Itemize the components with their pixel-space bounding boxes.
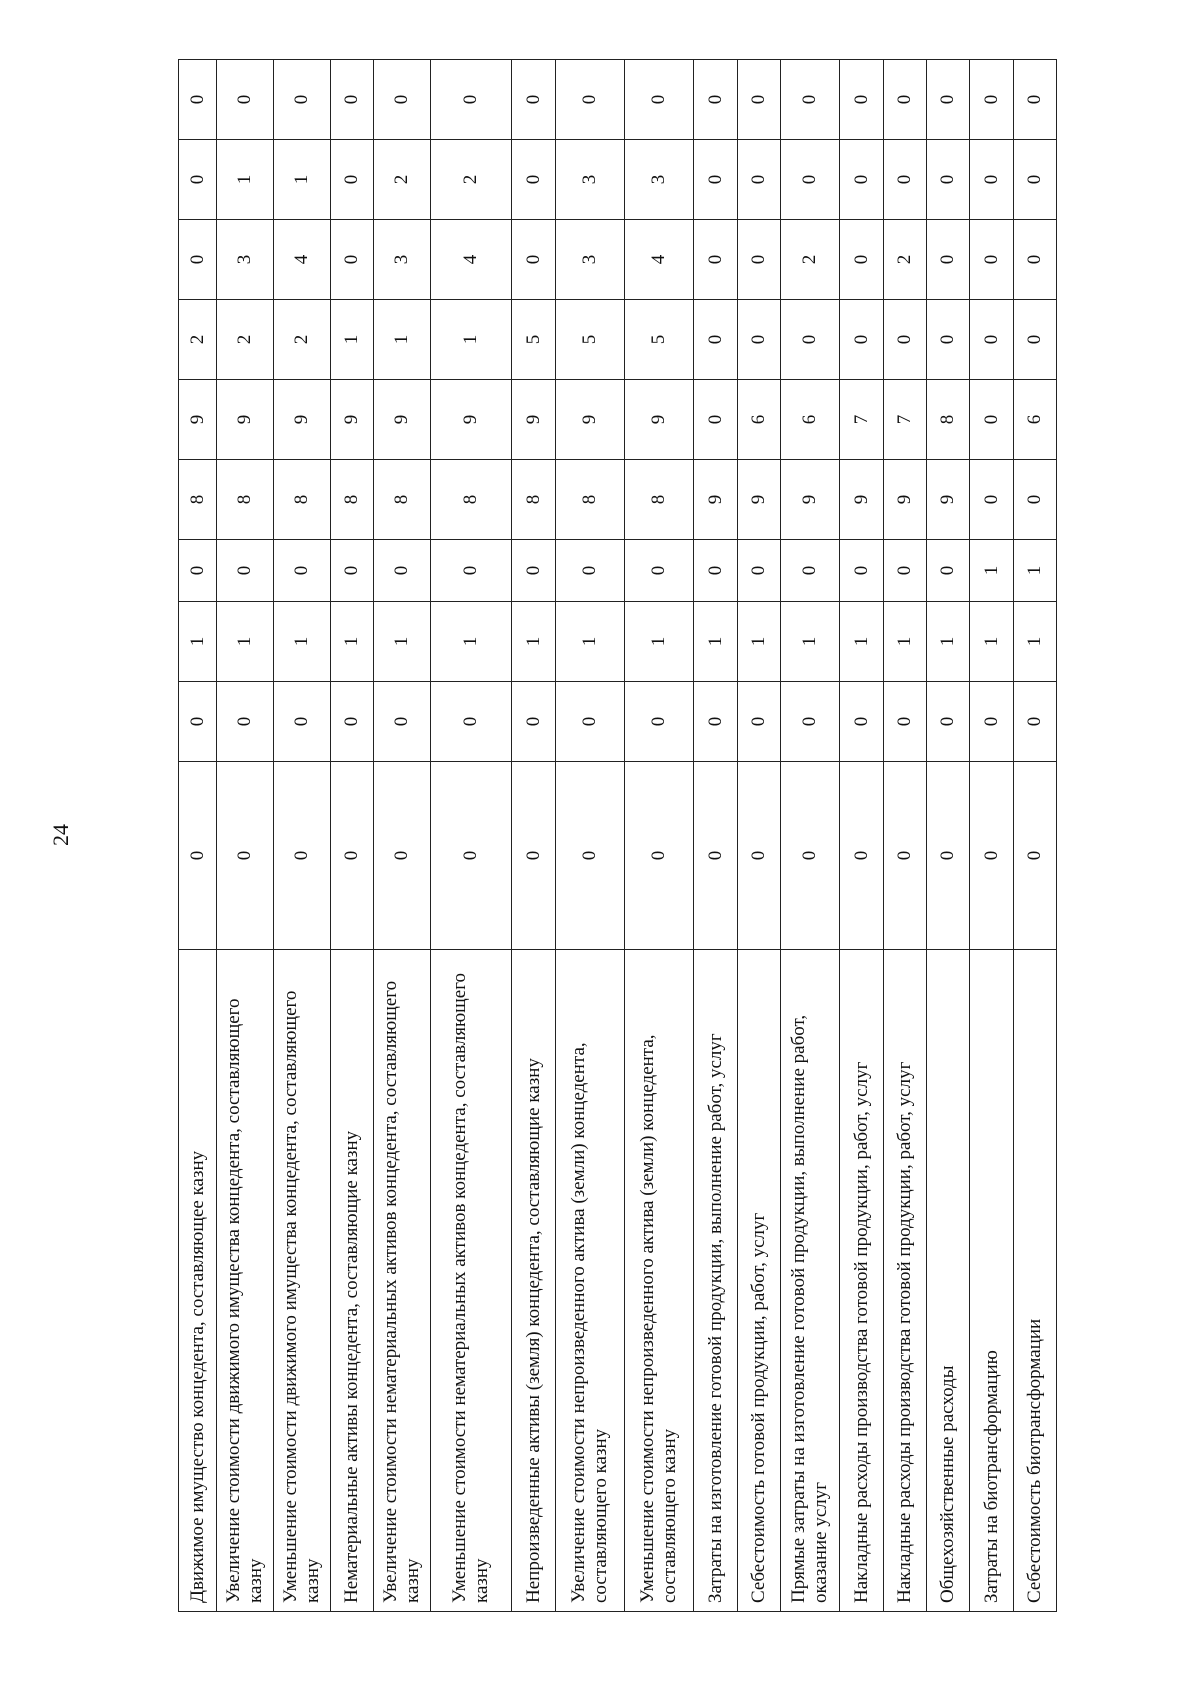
code-digit-cell: 0 <box>694 300 738 380</box>
code-digit-cell: 0 <box>625 682 694 762</box>
code-digit-cell: 9 <box>884 460 927 540</box>
code-digit-cell: 4 <box>431 220 512 300</box>
code-digit-cell: 1 <box>927 602 970 682</box>
table-row <box>694 60 738 1612</box>
code-digit-cell: 0 <box>840 300 884 380</box>
code-digit-cell: 3 <box>556 220 625 300</box>
code-digit-cell: 0 <box>331 540 374 602</box>
code-digit-cell: 3 <box>625 140 694 220</box>
code-digit-cell: 2 <box>884 220 927 300</box>
code-digit-cell: 2 <box>431 140 512 220</box>
code-digit-cell: 0 <box>179 540 217 602</box>
code-digit-cell: 0 <box>927 540 970 602</box>
code-digit-cell: 0 <box>970 762 1014 950</box>
code-digit-cell: 0 <box>694 380 738 460</box>
row-label-cell: Затраты на биотрансформацию <box>970 950 1014 1612</box>
table-row <box>840 60 884 1612</box>
code-digit-cell: 0 <box>374 682 431 762</box>
row-label-cell: Движимое имущество концедента, составляющее казну <box>179 950 217 1612</box>
code-digit-cell: 2 <box>179 300 217 380</box>
code-digit-cell: 0 <box>1014 762 1057 950</box>
code-digit-cell: 1 <box>217 140 274 220</box>
code-digit-cell: 0 <box>781 762 840 950</box>
row-label-cell: Уменьшение стоимости непроизведенного актива (земли) концедента, составляющего казну <box>625 950 694 1612</box>
code-digit-cell: 0 <box>781 300 840 380</box>
code-digit-cell: 2 <box>217 300 274 380</box>
code-digit-cell: 1 <box>431 300 512 380</box>
code-digit-cell: 1 <box>374 602 431 682</box>
code-digit-cell: 0 <box>217 540 274 602</box>
code-digit-cell: 0 <box>512 762 556 950</box>
code-digit-cell: 0 <box>431 60 512 140</box>
code-digit-cell: 0 <box>512 220 556 300</box>
code-digit-cell: 0 <box>927 682 970 762</box>
code-digit-cell: 0 <box>179 682 217 762</box>
code-digit-cell: 0 <box>274 60 331 140</box>
code-digit-cell: 8 <box>274 460 331 540</box>
code-digit-cell: 9 <box>927 460 970 540</box>
code-digit-cell: 0 <box>331 762 374 950</box>
code-digit-cell: 0 <box>840 540 884 602</box>
page-number: 24 <box>48 824 73 846</box>
code-digit-cell: 9 <box>274 380 331 460</box>
table-row <box>512 60 556 1612</box>
code-digit-cell: 0 <box>431 540 512 602</box>
code-digit-cell: 0 <box>431 682 512 762</box>
code-digit-cell: 1 <box>512 602 556 682</box>
code-digit-cell: 0 <box>694 682 738 762</box>
code-digit-cell: 9 <box>217 380 274 460</box>
row-label-cell: Затраты на изготовление готовой продукции, выполнение работ, услуг <box>694 950 738 1612</box>
code-digit-cell: 3 <box>374 220 431 300</box>
table-row <box>217 60 274 1612</box>
code-digit-cell: 1 <box>738 602 781 682</box>
row-label-cell: Уменьшение стоимости движимого имущества концедента, составляющего казну <box>274 950 331 1612</box>
code-digit-cell: 9 <box>374 380 431 460</box>
code-digit-cell: 0 <box>970 300 1014 380</box>
table-row <box>274 60 331 1612</box>
table-row <box>374 60 431 1612</box>
code-digit-cell: 1 <box>179 602 217 682</box>
code-digit-cell: 1 <box>884 602 927 682</box>
code-digit-cell: 0 <box>512 140 556 220</box>
code-digit-cell: 0 <box>374 762 431 950</box>
code-digit-cell: 0 <box>512 540 556 602</box>
code-digit-cell: 0 <box>738 60 781 140</box>
account-codes-table <box>178 59 1057 1612</box>
code-digit-cell: 0 <box>840 140 884 220</box>
code-digit-cell: 1 <box>694 602 738 682</box>
row-label-cell: Накладные расходы производства готовой продукции, работ, услуг <box>840 950 884 1612</box>
code-digit-cell: 0 <box>738 762 781 950</box>
code-digit-cell: 4 <box>274 220 331 300</box>
code-digit-cell: 0 <box>884 300 927 380</box>
table-row <box>556 60 625 1612</box>
code-digit-cell: 0 <box>970 220 1014 300</box>
code-digit-cell: 1 <box>217 602 274 682</box>
code-digit-cell: 0 <box>840 220 884 300</box>
code-digit-cell: 0 <box>1014 300 1057 380</box>
code-digit-cell: 0 <box>970 460 1014 540</box>
table-row <box>781 60 840 1612</box>
table-row <box>625 60 694 1612</box>
code-digit-cell: 0 <box>738 300 781 380</box>
code-digit-cell: 0 <box>331 220 374 300</box>
code-digit-cell: 0 <box>512 60 556 140</box>
code-digit-cell: 0 <box>694 540 738 602</box>
code-digit-cell: 0 <box>556 762 625 950</box>
code-digit-cell: 1 <box>1014 540 1057 602</box>
code-digit-cell: 0 <box>694 140 738 220</box>
code-digit-cell: 0 <box>840 60 884 140</box>
code-digit-cell: 0 <box>556 682 625 762</box>
table-row <box>431 60 512 1612</box>
row-label-cell: Себестоимость биотрансформации <box>1014 950 1057 1612</box>
code-digit-cell: 0 <box>1014 60 1057 140</box>
table-row <box>970 60 1014 1612</box>
code-digit-cell: 9 <box>781 460 840 540</box>
code-digit-cell: 1 <box>781 602 840 682</box>
code-digit-cell: 0 <box>694 762 738 950</box>
code-digit-cell: 0 <box>694 220 738 300</box>
code-digit-cell: 6 <box>781 380 840 460</box>
code-digit-cell: 9 <box>179 380 217 460</box>
table-row <box>179 60 217 1612</box>
code-digit-cell: 0 <box>738 220 781 300</box>
code-digit-cell: 1 <box>374 300 431 380</box>
code-digit-cell: 0 <box>970 140 1014 220</box>
code-digit-cell: 8 <box>927 380 970 460</box>
code-digit-cell: 9 <box>512 380 556 460</box>
code-digit-cell: 3 <box>556 140 625 220</box>
code-digit-cell: 0 <box>274 762 331 950</box>
code-digit-cell: 0 <box>556 60 625 140</box>
row-label-cell: Увеличение стоимости движимого имущества концедента, составляющего казну <box>217 950 274 1612</box>
row-label-cell: Накладные расходы производства готовой продукции, работ, услуг <box>884 950 927 1612</box>
row-label-cell: Непроизведенные активы (земля) концедента, составляющие казну <box>512 950 556 1612</box>
code-digit-cell: 9 <box>840 460 884 540</box>
code-digit-cell: 0 <box>738 140 781 220</box>
code-digit-cell: 9 <box>431 380 512 460</box>
code-digit-cell: 0 <box>970 682 1014 762</box>
code-digit-cell: 3 <box>217 220 274 300</box>
code-digit-cell: 0 <box>1014 460 1057 540</box>
code-digit-cell: 1 <box>556 602 625 682</box>
code-digit-cell: 0 <box>970 60 1014 140</box>
code-digit-cell: 0 <box>840 762 884 950</box>
code-digit-cell: 0 <box>374 540 431 602</box>
code-digit-cell: 0 <box>840 682 884 762</box>
code-digit-cell: 0 <box>274 540 331 602</box>
code-digit-cell: 0 <box>884 540 927 602</box>
code-digit-cell: 0 <box>274 682 331 762</box>
code-digit-cell: 0 <box>781 682 840 762</box>
code-digit-cell: 7 <box>840 380 884 460</box>
code-digit-cell: 0 <box>512 682 556 762</box>
code-digit-cell: 5 <box>556 300 625 380</box>
code-digit-cell: 0 <box>927 140 970 220</box>
code-digit-cell: 0 <box>927 762 970 950</box>
code-digit-cell: 8 <box>431 460 512 540</box>
code-digit-cell: 0 <box>884 140 927 220</box>
code-digit-cell: 0 <box>927 300 970 380</box>
code-digit-cell: 1 <box>840 602 884 682</box>
code-digit-cell: 0 <box>884 762 927 950</box>
code-digit-cell: 9 <box>556 380 625 460</box>
code-digit-cell: 0 <box>179 140 217 220</box>
code-digit-cell: 0 <box>694 60 738 140</box>
code-digit-cell: 1 <box>625 602 694 682</box>
table-body <box>179 60 1057 1612</box>
row-label-cell: Увеличение стоимости непроизведенного актива (земли) концедента, составляющего казну <box>556 950 625 1612</box>
code-digit-cell: 0 <box>781 140 840 220</box>
code-digit-cell: 8 <box>217 460 274 540</box>
code-digit-cell: 0 <box>1014 220 1057 300</box>
code-digit-cell: 0 <box>179 60 217 140</box>
code-digit-cell: 1 <box>274 602 331 682</box>
code-digit-cell: 0 <box>331 140 374 220</box>
code-digit-cell: 5 <box>512 300 556 380</box>
code-digit-cell: 0 <box>884 682 927 762</box>
row-label-cell: Прямые затраты на изготовление готовой продукции, выполнение работ, оказание услуг <box>781 950 840 1612</box>
code-digit-cell: 8 <box>512 460 556 540</box>
code-digit-cell: 0 <box>781 60 840 140</box>
code-digit-cell: 0 <box>1014 682 1057 762</box>
code-digit-cell: 0 <box>1014 140 1057 220</box>
code-digit-cell: 1 <box>970 602 1014 682</box>
code-digit-cell: 0 <box>179 220 217 300</box>
code-digit-cell: 0 <box>970 380 1014 460</box>
code-digit-cell: 7 <box>884 380 927 460</box>
row-label-cell: Уменьшение стоимости нематериальных активов концедента, составляющего казну <box>431 950 512 1612</box>
row-label-cell: Себестоимость готовой продукции, работ, услуг <box>738 950 781 1612</box>
code-digit-cell: 0 <box>331 682 374 762</box>
code-digit-cell: 0 <box>374 60 431 140</box>
code-digit-cell: 6 <box>1014 380 1057 460</box>
code-digit-cell: 0 <box>927 60 970 140</box>
code-digit-cell: 9 <box>331 380 374 460</box>
code-digit-cell: 0 <box>625 540 694 602</box>
row-label-cell: Нематериальные активы концедента, составляющие казну <box>331 950 374 1612</box>
code-digit-cell: 8 <box>374 460 431 540</box>
code-digit-cell: 0 <box>431 762 512 950</box>
code-digit-cell: 0 <box>217 762 274 950</box>
code-digit-cell: 1 <box>1014 602 1057 682</box>
table-row <box>738 60 781 1612</box>
code-digit-cell: 0 <box>781 540 840 602</box>
code-digit-cell: 9 <box>694 460 738 540</box>
code-digit-cell: 2 <box>374 140 431 220</box>
row-label-cell: Общехозяйственные расходы <box>927 950 970 1612</box>
table-row <box>884 60 927 1612</box>
code-digit-cell: 8 <box>556 460 625 540</box>
code-digit-cell: 8 <box>331 460 374 540</box>
code-digit-cell: 0 <box>625 60 694 140</box>
code-digit-cell: 0 <box>738 682 781 762</box>
code-digit-cell: 1 <box>274 140 331 220</box>
code-digit-cell: 0 <box>927 220 970 300</box>
table-row <box>331 60 374 1612</box>
code-digit-cell: 1 <box>431 602 512 682</box>
code-digit-cell: 1 <box>970 540 1014 602</box>
code-digit-cell: 9 <box>625 380 694 460</box>
code-digit-cell: 6 <box>738 380 781 460</box>
code-digit-cell: 8 <box>179 460 217 540</box>
table-row <box>1014 60 1057 1612</box>
code-digit-cell: 0 <box>738 540 781 602</box>
code-digit-cell: 0 <box>556 540 625 602</box>
code-digit-cell: 0 <box>217 682 274 762</box>
code-digit-cell: 1 <box>331 300 374 380</box>
row-label-cell: Увеличение стоимости нематериальных активов концедента, составляющего казну <box>374 950 431 1612</box>
code-digit-cell: 0 <box>625 762 694 950</box>
code-digit-cell: 1 <box>331 602 374 682</box>
code-digit-cell: 0 <box>179 762 217 950</box>
code-digit-cell: 0 <box>884 60 927 140</box>
rotated-table-frame <box>178 94 1057 1612</box>
code-digit-cell: 2 <box>781 220 840 300</box>
code-digit-cell: 4 <box>625 220 694 300</box>
code-digit-cell: 0 <box>217 60 274 140</box>
table-row <box>927 60 970 1612</box>
code-digit-cell: 9 <box>738 460 781 540</box>
code-digit-cell: 5 <box>625 300 694 380</box>
code-digit-cell: 8 <box>625 460 694 540</box>
code-digit-cell: 0 <box>331 60 374 140</box>
code-digit-cell: 2 <box>274 300 331 380</box>
